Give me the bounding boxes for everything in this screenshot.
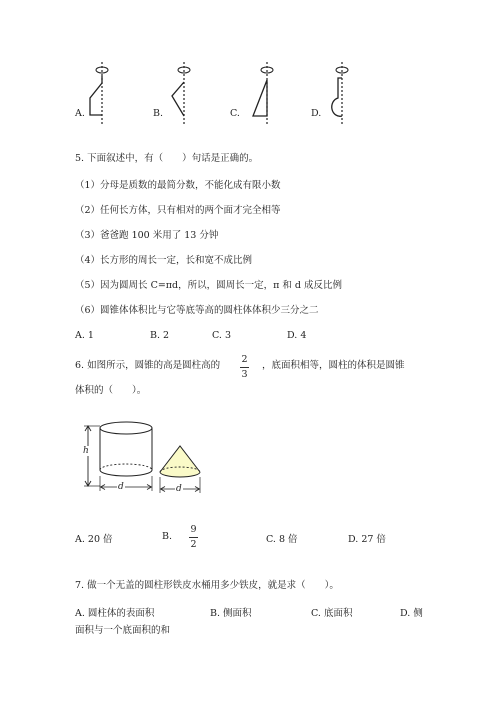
rotation-figure-b <box>164 60 204 126</box>
figure-label-cone-d: d <box>176 484 182 494</box>
q4-option-b-label[interactable]: B. <box>153 108 164 119</box>
q6-option-a[interactable]: A. 20 倍 <box>75 534 113 545</box>
fraction-numerator: 2 <box>241 354 248 365</box>
fraction-bar <box>189 537 198 538</box>
fraction-bar <box>240 367 249 368</box>
q5-option-c[interactable]: C. 3 <box>212 330 232 341</box>
q5-option-d[interactable]: D. 4 <box>287 330 307 341</box>
figure-label-cylinder-d: d <box>118 482 124 492</box>
figure-label-h: h <box>83 446 89 456</box>
q6-option-b-fraction[interactable] <box>189 525 198 549</box>
q5-statement-2: （2）任何长方体，只有相对的两个面才完全相等 <box>75 205 281 216</box>
q7-option-c[interactable]: C. 底面积 <box>311 608 353 619</box>
q5-statement-5: （5）因为圆周长 C=πd，所以，圆周长一定，π 和 d 成反比例 <box>75 280 343 291</box>
q6-option-b[interactable]: B. <box>162 531 173 542</box>
q6-option-d[interactable]: D. 27 倍 <box>348 534 386 545</box>
fraction-numerator: 9 <box>190 524 197 535</box>
q5-stem: 5. 下面叙述中，有（ ）句话是正确的。 <box>75 153 259 164</box>
q5-option-a[interactable]: A. 1 <box>75 330 94 341</box>
q6-stem-part1: 6. 如图所示，圆锥的高是圆柱高的 <box>75 360 221 371</box>
q6-stem-part2: ，底面积相等，圆柱的体积是圆锥 <box>262 360 405 371</box>
q4-option-a-label[interactable]: A. <box>75 108 85 119</box>
cylinder-cone-figure <box>78 415 218 500</box>
q5-statement-3: （3）爸爸跑 100 米用了 13 分钟 <box>75 230 219 241</box>
q6-stem-fraction <box>240 355 249 379</box>
q7-option-d-line2[interactable]: 面积与一个底面积的和 <box>75 625 171 636</box>
q7-option-a[interactable]: A. 圆柱体的表面积 <box>75 608 155 619</box>
q4-option-d-label[interactable]: D. <box>311 108 322 119</box>
q6-option-c[interactable]: C. 8 倍 <box>266 534 298 545</box>
rotation-figure-d <box>322 60 362 126</box>
fraction-denominator: 2 <box>190 538 197 550</box>
q5-statement-1: （1）分母是质数的最简分数，不能化成有限小数 <box>75 180 281 191</box>
rotation-figure-c <box>247 60 287 126</box>
fraction-denominator: 3 <box>241 368 248 380</box>
q4-option-c-label[interactable]: C. <box>230 108 240 119</box>
q7-stem: 7. 做一个无盖的圆柱形铁皮水桶用多少铁皮，就是求（ ）。 <box>75 580 339 591</box>
rotation-figure-a <box>82 60 122 126</box>
q5-statement-4: （4）长方形的周长一定，长和宽不成比例 <box>75 255 253 266</box>
q5-option-b[interactable]: B. 2 <box>150 330 170 341</box>
q5-statement-6: （6）圆锥体体积比与它等底等高的圆柱体体积少三分之二 <box>75 305 319 316</box>
q6-stem-line2: 体积的（ ）。 <box>75 385 147 396</box>
q7-option-b[interactable]: B. 侧面积 <box>210 608 252 619</box>
q7-option-d-line1[interactable]: D. 侧 <box>400 608 423 619</box>
